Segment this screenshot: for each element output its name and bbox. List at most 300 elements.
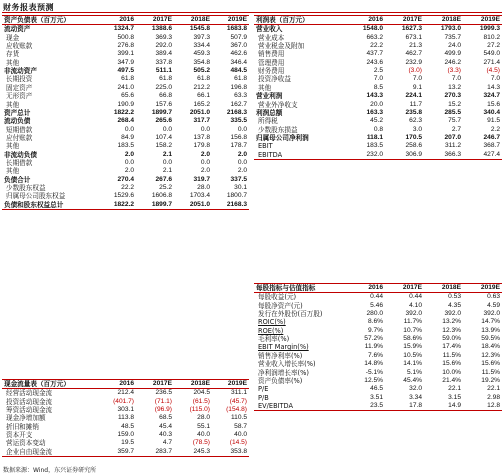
row-value: 62.3 — [409, 117, 422, 125]
row-value: 8.5 — [373, 83, 383, 91]
table-title: 资产负债表（百万元） — [2, 16, 98, 25]
row-value: 462.7 — [405, 50, 422, 58]
year-header: 2017E — [136, 380, 174, 389]
row-value: 163.3 — [366, 108, 383, 116]
row-label: 营运资本变动 — [6, 439, 46, 448]
table-row — [254, 34, 502, 42]
row-value: 2.98 — [487, 393, 500, 401]
row-value: 258.6 — [405, 142, 422, 150]
row-value: 24.0 — [448, 42, 461, 50]
table-row — [2, 134, 249, 142]
row-label: 流动负债 — [4, 117, 31, 126]
row-label: 非流动资产 — [4, 67, 37, 76]
row-value: 11.5% — [481, 368, 500, 376]
row-value: 0.0 — [200, 158, 210, 166]
row-value: 2.2 — [490, 125, 500, 133]
row-value: 0.0 — [237, 125, 247, 133]
row-value: (78.5) — [192, 439, 210, 447]
row-value: 0.0 — [237, 158, 247, 166]
row-value: 14.9 — [424, 402, 463, 411]
row-value: 1545.8 — [189, 25, 210, 33]
row-value: 317.7 — [193, 117, 210, 125]
year-header: 2018E — [174, 380, 212, 389]
row-value: 3.0 — [412, 125, 422, 133]
row-value: 427.4 — [463, 151, 502, 160]
row-value: 30.1 — [234, 183, 247, 191]
row-value: 246.7 — [483, 133, 500, 141]
row-value: 389.4 — [155, 50, 172, 58]
row-value: 12.3% — [481, 351, 500, 359]
row-value: 156.8 — [230, 133, 247, 141]
row-value: 11.7 — [409, 100, 422, 108]
income-statement-table — [254, 15, 502, 160]
row-value: 2.7 — [451, 125, 461, 133]
row-label: 存货 — [6, 50, 20, 59]
year-header: 2019E — [463, 284, 502, 293]
row-value: 10.0% — [442, 368, 461, 376]
table-row — [254, 59, 502, 67]
row-value: 267.6 — [155, 175, 172, 183]
row-value: 285.5 — [444, 108, 461, 116]
row-label: EBITDA — [254, 151, 346, 160]
row-value: 2.0 — [200, 150, 210, 158]
table-row — [2, 92, 249, 100]
row-label: 营业利润 — [256, 92, 283, 101]
row-value: 22.1 — [487, 385, 500, 393]
row-value: 549.0 — [483, 50, 500, 58]
row-value: 137.8 — [193, 133, 210, 141]
row-value: 45.4 — [159, 422, 172, 430]
year-header: 2019E — [212, 16, 249, 25]
row-value: 280.0 — [366, 310, 383, 318]
row-label: 营业外净收支 — [258, 100, 298, 109]
row-value: 0.0 — [162, 158, 172, 166]
table-row — [2, 117, 249, 125]
row-value: 437.7 — [366, 50, 383, 58]
row-value: 392.0 — [405, 310, 422, 318]
row-value: 368.7 — [483, 142, 500, 150]
row-value: 353.8 — [212, 448, 249, 457]
row-value: 335.5 — [230, 117, 247, 125]
row-value: 15.9% — [403, 343, 422, 351]
row-label: 投资活动现金流 — [6, 397, 53, 406]
row-value: (61.5) — [192, 397, 210, 405]
row-label: 管理费用 — [258, 58, 285, 67]
row-value: 7.0 — [373, 75, 383, 83]
row-value: 225.0 — [155, 83, 172, 91]
table-row — [2, 439, 249, 447]
row-value: 1548.0 — [362, 25, 383, 33]
table-row — [2, 192, 249, 200]
year-header: 2018E — [174, 16, 212, 25]
row-label: 筹资活动现金流 — [6, 406, 53, 415]
table-row — [254, 25, 502, 34]
row-value: (115.0) — [189, 406, 210, 414]
row-label: 归属母公司净利润 — [256, 133, 309, 142]
row-value: 2.0 — [124, 150, 134, 158]
row-value: 500.8 — [117, 33, 134, 41]
row-value: 354.8 — [193, 58, 210, 66]
table-row — [254, 318, 502, 326]
row-value: 45.2 — [370, 117, 383, 125]
table-row — [2, 142, 249, 150]
row-value: (401.7) — [113, 397, 134, 405]
row-value: 9.1 — [412, 83, 422, 91]
row-label: 营业收入增长率(%) — [258, 360, 316, 369]
row-value: 143.3 — [366, 92, 383, 100]
row-value: 0.0 — [124, 158, 134, 166]
row-label: 归属母公司股东权益 — [6, 192, 66, 201]
row-label: EBIT Margin(%) — [258, 343, 309, 352]
row-label: 其他 — [6, 142, 20, 151]
row-value: 462.6 — [230, 50, 247, 58]
row-value: 28.0 — [197, 183, 210, 191]
row-value: 46.5 — [370, 385, 383, 393]
row-value: 1703.4 — [189, 192, 210, 200]
row-label: 营业成本 — [258, 33, 285, 42]
row-value: 9.7% — [367, 326, 383, 334]
row-value: 0.63 — [487, 293, 500, 301]
row-value: 340.4 — [483, 108, 500, 116]
row-value: 12.5% — [364, 376, 383, 384]
row-value: 58.7 — [234, 422, 247, 430]
row-label: 负债和股东权益总计 — [2, 201, 98, 210]
row-value: 183.5 — [117, 142, 134, 150]
row-value: 265.6 — [155, 117, 172, 125]
table-title: 现金流量表（百万元） — [2, 380, 98, 389]
row-value: 399.1 — [117, 50, 134, 58]
table-row — [2, 151, 249, 159]
row-value: 190.9 — [117, 100, 134, 108]
row-value: 11.7% — [403, 318, 422, 326]
row-value: 303.1 — [117, 406, 134, 414]
row-label: 现金 — [6, 33, 20, 42]
row-value: 204.5 — [193, 389, 210, 397]
year-header: 2018E — [424, 16, 463, 25]
row-value: 1793.0 — [440, 25, 461, 33]
row-value: 178.7 — [230, 142, 247, 150]
table-row — [254, 109, 502, 117]
table-row — [254, 352, 502, 360]
table-row — [254, 142, 502, 150]
row-label: 其他 — [6, 58, 20, 67]
row-label: ROE(%) — [258, 326, 284, 335]
row-value: 40.0 — [197, 431, 210, 439]
row-value: 3.34 — [409, 393, 422, 401]
row-value: 366.3 — [424, 151, 463, 160]
row-value: 7.0 — [451, 75, 461, 83]
row-value: 10.7% — [403, 326, 422, 334]
row-value: 2.0 — [200, 167, 210, 175]
row-value: 13.9% — [481, 326, 500, 334]
row-value: 2051.0 — [189, 108, 210, 116]
row-value: 75.7 — [448, 117, 461, 125]
row-label: 少数股东权益 — [6, 183, 46, 192]
table-header-row — [2, 16, 249, 25]
year-header: 2017E — [136, 16, 174, 25]
row-value: 45.4% — [403, 376, 422, 384]
row-value: -5.1% — [365, 368, 383, 376]
row-value: 58.6% — [403, 335, 422, 343]
row-value: 232.9 — [405, 58, 422, 66]
row-value: 17.4% — [442, 343, 461, 351]
row-label: 销售费用 — [258, 50, 285, 59]
row-value: (3.3) — [447, 67, 461, 75]
row-value: 20.0 — [370, 100, 383, 108]
row-label: 其他 — [6, 100, 20, 109]
table-row — [254, 117, 502, 125]
table-row — [254, 125, 502, 133]
row-value: 15.6% — [481, 360, 500, 368]
row-value: 66.1 — [197, 92, 210, 100]
row-value: 212.2 — [193, 83, 210, 91]
row-value: 196.8 — [230, 83, 247, 91]
table-row — [2, 25, 249, 34]
row-value: 4.10 — [409, 301, 422, 309]
row-label: 资产负债率(%) — [258, 376, 303, 385]
row-value: 21.3 — [409, 42, 422, 50]
row-label: 长期借款 — [6, 158, 33, 167]
row-value: 292.0 — [155, 42, 172, 50]
row-value: 0.53 — [448, 293, 461, 301]
row-label: 财务费用 — [258, 67, 285, 76]
row-value: 0.0 — [200, 125, 210, 133]
valuation-table — [254, 283, 502, 411]
row-value: 2.1 — [162, 150, 172, 158]
row-value: 511.1 — [155, 67, 172, 75]
row-value: 84.9 — [121, 133, 134, 141]
row-label: 销售净利率(%) — [258, 351, 303, 360]
table-row — [254, 151, 502, 160]
row-value: 459.3 — [193, 50, 210, 58]
row-value: 15.2 — [448, 100, 461, 108]
table-row — [254, 385, 502, 393]
table-row — [2, 414, 249, 422]
row-value: 170.5 — [405, 133, 422, 141]
row-value: 1822.2 — [98, 201, 136, 210]
row-value: 0.44 — [370, 293, 383, 301]
row-label: 无形资产 — [6, 92, 33, 101]
row-value: 283.7 — [136, 448, 174, 457]
row-value: (45.7) — [229, 397, 247, 405]
table-row — [2, 59, 249, 67]
row-value: 271.4 — [483, 58, 500, 66]
row-value: 61.8 — [234, 75, 247, 83]
row-value: 1606.8 — [151, 192, 172, 200]
row-label: ROIC(%) — [258, 318, 286, 327]
row-value: 1999.3 — [479, 25, 500, 33]
row-value: 1627.3 — [401, 25, 422, 33]
row-value: 337.8 — [155, 58, 172, 66]
row-value: 369.3 — [155, 33, 172, 41]
row-value: 57.2% — [364, 335, 383, 343]
table-row — [2, 84, 249, 92]
year-header: 2019E — [463, 16, 502, 25]
row-label: P/E — [258, 385, 269, 394]
row-label: 现金净增加额 — [6, 414, 46, 423]
row-label: 固定资产 — [6, 83, 33, 92]
row-value: 1899.7 — [136, 201, 174, 210]
row-value: 13.2 — [448, 83, 461, 91]
row-value: 48.5 — [121, 422, 134, 430]
row-value: 319.7 — [193, 175, 210, 183]
table-row — [2, 389, 249, 398]
year-header: 2016 — [98, 380, 136, 389]
row-value: 5.1% — [406, 368, 422, 376]
row-value: 212.4 — [117, 389, 134, 397]
row-value: 61.8 — [159, 75, 172, 83]
row-value: 8.6% — [367, 318, 383, 326]
row-value: 59.0% — [442, 335, 461, 343]
row-value: 334.4 — [193, 42, 210, 50]
row-label: 每股净资产(元) — [258, 301, 303, 310]
table-row — [2, 398, 249, 406]
row-value: 22.1 — [448, 385, 461, 393]
row-value: 397.3 — [193, 33, 210, 41]
row-value: 1800.7 — [226, 192, 247, 200]
balance-sheet-table — [2, 15, 249, 210]
row-value: 107.4 — [155, 133, 172, 141]
row-label: 非流动负债 — [4, 150, 37, 159]
row-label: 折旧和摊销 — [6, 422, 39, 431]
row-value: 59.5% — [481, 335, 500, 343]
table-row — [2, 34, 249, 42]
table-row — [2, 184, 249, 192]
row-value: 243.6 — [366, 58, 383, 66]
row-value: 22.2 — [370, 42, 383, 50]
table-row — [2, 159, 249, 167]
row-value: 207.0 — [444, 133, 461, 141]
row-value: (3.0) — [408, 67, 422, 75]
row-label: 利润总额 — [256, 108, 283, 117]
row-value: 12.3% — [442, 326, 461, 334]
page-title: 财务报表预测 — [3, 3, 54, 12]
row-value: 673.1 — [405, 33, 422, 41]
row-value: (154.8) — [226, 406, 247, 414]
table-row — [2, 431, 249, 439]
row-value: 0.0 — [124, 125, 134, 133]
row-label: 营业收入 — [256, 25, 283, 34]
row-value: 505.2 — [193, 67, 210, 75]
row-label: 长期投资 — [6, 75, 33, 84]
row-value: 311.1 — [230, 389, 247, 397]
row-value: 19.5 — [121, 439, 134, 447]
table-row — [2, 100, 249, 108]
table-row — [2, 176, 249, 184]
row-value: 392.0 — [444, 310, 461, 318]
row-value: 11.5% — [442, 351, 461, 359]
row-label: 少数股东损益 — [258, 125, 298, 134]
row-value: 23.5 — [346, 402, 385, 411]
table-row — [2, 67, 249, 75]
row-value: 66.8 — [159, 92, 172, 100]
row-value: 810.2 — [483, 33, 500, 41]
row-value: 159.0 — [117, 431, 134, 439]
row-value: 2.0 — [237, 167, 247, 175]
table-header-row — [254, 284, 502, 293]
row-value: 63.3 — [234, 92, 247, 100]
row-value: 15.6 — [487, 100, 500, 108]
table-row — [254, 293, 502, 302]
table-row — [254, 368, 502, 376]
row-label: 其他 — [6, 167, 20, 176]
row-label: EBIT — [258, 142, 273, 151]
row-value: 2.0 — [124, 167, 134, 175]
row-label: 发行在外股份(百万股) — [258, 310, 323, 319]
row-value: 10.5% — [403, 351, 422, 359]
table-row — [254, 343, 502, 351]
row-value: 245.3 — [174, 448, 212, 457]
row-value: (14.5) — [229, 439, 247, 447]
row-label: 所得税 — [258, 117, 278, 126]
row-value: 2.5 — [373, 67, 383, 75]
row-value: 224.1 — [405, 92, 422, 100]
row-label: 资本开支 — [6, 431, 33, 440]
year-header: 2017E — [385, 284, 424, 293]
table-row — [2, 125, 249, 133]
row-value: 61.8 — [121, 75, 134, 83]
row-label: 应收账款 — [6, 42, 33, 51]
row-value: 19.2% — [481, 376, 500, 384]
row-value: 324.7 — [483, 92, 500, 100]
row-value: 14.3 — [487, 83, 500, 91]
table-row — [2, 42, 249, 50]
row-label: 流动资产 — [4, 25, 31, 34]
row-value: 7.0 — [412, 75, 422, 83]
row-label: 企业自由现金流 — [2, 448, 98, 457]
table-row — [254, 75, 502, 83]
table-row — [254, 42, 502, 50]
row-value: 11.9% — [364, 343, 383, 351]
row-value: 165.2 — [193, 100, 210, 108]
row-value: 2168.3 — [212, 201, 249, 210]
row-value: 157.6 — [155, 100, 172, 108]
row-value: 17.8 — [385, 402, 424, 411]
row-value: 1529.6 — [113, 192, 134, 200]
title-rule — [2, 12, 502, 13]
table-row — [2, 201, 249, 210]
row-value: 246.2 — [444, 58, 461, 66]
row-value: 22.2 — [121, 183, 134, 191]
row-value: 162.7 — [230, 100, 247, 108]
row-value: 55.1 — [197, 422, 210, 430]
row-value: 14.8% — [364, 360, 383, 368]
row-value: 40.3 — [159, 431, 172, 439]
table-title: 每股指标与估值指标 — [254, 284, 346, 293]
row-label: EV/EBITDA — [254, 402, 346, 411]
row-value: 1899.7 — [151, 108, 172, 116]
row-value: 0.44 — [409, 293, 422, 301]
row-value: 158.2 — [155, 142, 172, 150]
row-value: 13.2% — [442, 318, 461, 326]
table-row — [2, 75, 249, 83]
row-value: 2.1 — [162, 167, 172, 175]
table-row — [2, 109, 249, 117]
row-label: 应付账款 — [6, 133, 33, 142]
table-row — [2, 423, 249, 431]
row-value: 0.0 — [162, 125, 172, 133]
row-value: 270.4 — [117, 175, 134, 183]
year-header: 2018E — [424, 284, 463, 293]
row-label: P/B — [258, 393, 269, 402]
row-value: 236.5 — [155, 389, 172, 397]
row-value: 28.0 — [197, 414, 210, 422]
year-header: 2019E — [212, 380, 249, 389]
row-value: (96.9) — [154, 406, 172, 414]
table-row — [254, 310, 502, 318]
row-value: 27.2 — [487, 42, 500, 50]
row-label: 经营活动现金流 — [6, 389, 53, 398]
